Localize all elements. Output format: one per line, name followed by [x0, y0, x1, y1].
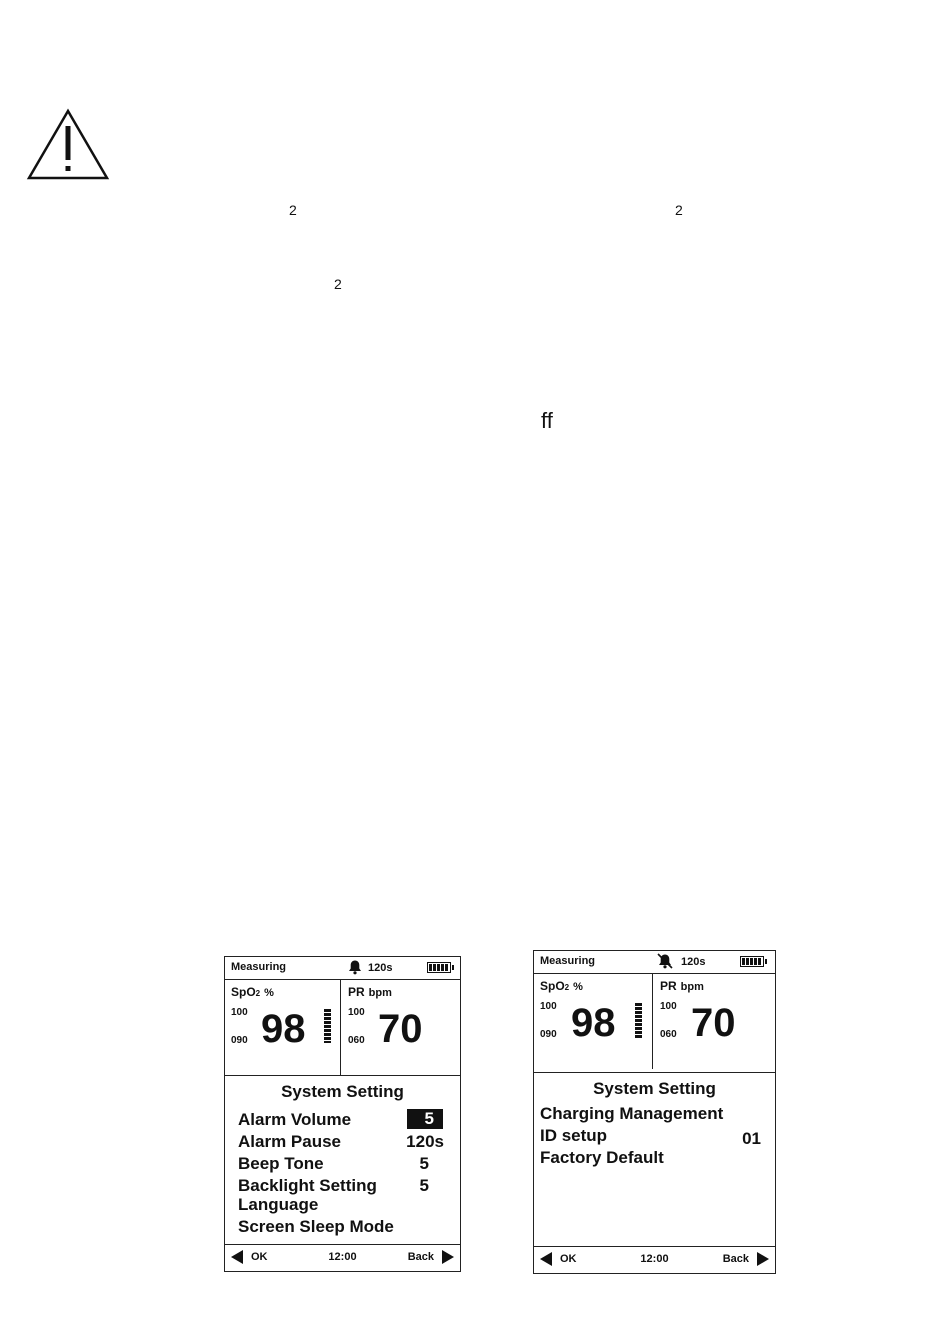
back-button[interactable]: Back: [722, 1253, 749, 1265]
menu-value-beep-tone: 5: [419, 1154, 429, 1173]
menu-title: System Setting: [593, 1079, 716, 1098]
pr-high-limit: 100: [348, 1007, 365, 1018]
subscript-fragment: 2: [289, 202, 297, 218]
system-setting-menu: [225, 1075, 460, 1236]
right-arrow-icon[interactable]: [757, 1252, 769, 1266]
spo2-value: 98: [261, 1007, 306, 1051]
right-arrow-icon[interactable]: [442, 1250, 454, 1264]
clock-display: 12:00: [328, 1251, 357, 1263]
status-text: Measuring: [540, 955, 596, 967]
menu-item-alarm-pause[interactable]: Alarm Pause: [238, 1132, 341, 1151]
spo2-label: SpO2 %: [540, 979, 583, 993]
pr-label: PR bpm: [660, 979, 704, 993]
pr-panel: [342, 979, 460, 1075]
pr-high-limit: 100: [660, 1001, 677, 1012]
soft-key-bar: [225, 1244, 460, 1271]
spo2-high-limit: 100: [540, 1001, 557, 1012]
menu-item-id-setup[interactable]: ID setup: [540, 1126, 608, 1145]
pr-panel: [654, 973, 775, 1069]
status-bar: [534, 951, 775, 974]
ok-button[interactable]: OK: [560, 1253, 577, 1265]
menu-value-id-setup: 01: [742, 1129, 761, 1148]
warning-triangle-icon: [26, 108, 110, 182]
spo2-panel: [225, 979, 341, 1075]
menu-item-screen-sleep-mode[interactable]: Screen Sleep Mode: [238, 1217, 394, 1236]
spo2-low-limit: 090: [540, 1029, 557, 1040]
spo2-high-limit: 100: [231, 1007, 248, 1018]
pulse-bar-graph: [635, 1003, 642, 1039]
device-screen-2: [533, 950, 776, 1274]
pr-value: 70: [378, 1007, 423, 1051]
alarm-timer: 120s: [368, 962, 393, 974]
subscript-fragment: 2: [675, 202, 683, 218]
battery-icon: [740, 956, 764, 967]
pr-value: 70: [691, 1001, 736, 1045]
menu-item-beep-tone[interactable]: Beep Tone: [238, 1154, 324, 1173]
spo2-label: SpO2 %: [231, 985, 274, 999]
menu-value-alarm-volume[interactable]: 5: [407, 1109, 443, 1129]
menu-item-language[interactable]: Language: [238, 1195, 319, 1214]
clock-display: 12:00: [640, 1253, 669, 1265]
pulse-bar-graph: [324, 1009, 331, 1043]
device-screen-1: [224, 956, 461, 1272]
menu-title: System Setting: [281, 1082, 404, 1101]
pr-low-limit: 060: [660, 1029, 677, 1040]
menu-item-charging-management[interactable]: Charging Management: [540, 1104, 724, 1123]
ligature-fragment: ff: [541, 408, 553, 433]
pr-low-limit: 060: [348, 1035, 365, 1046]
battery-icon: [427, 962, 451, 973]
menu-item-alarm-volume[interactable]: Alarm Volume: [238, 1110, 352, 1129]
ok-button[interactable]: OK: [251, 1251, 268, 1263]
spo2-low-limit: 090: [231, 1035, 248, 1046]
menu-value-backlight-setting: 5: [419, 1176, 429, 1195]
menu-item-backlight-setting[interactable]: Backlight Setting: [238, 1176, 377, 1195]
alarm-bell-icon: [347, 959, 363, 975]
pr-label: PR bpm: [348, 985, 392, 999]
menu-value-alarm-pause: 120s: [406, 1132, 444, 1151]
back-button[interactable]: Back: [407, 1251, 434, 1263]
soft-key-bar: [534, 1246, 775, 1273]
status-text: Measuring: [231, 961, 287, 973]
spo2-panel: [534, 973, 653, 1069]
subscript-fragment: 2: [334, 276, 342, 292]
spo2-value: 98: [571, 1001, 616, 1045]
alarm-timer: 120s: [681, 956, 706, 968]
system-setting-menu: [534, 1072, 775, 1167]
menu-item-factory-default[interactable]: Factory Default: [540, 1148, 664, 1167]
alarm-muted-bell-icon: [657, 953, 673, 969]
status-bar: [225, 957, 460, 980]
